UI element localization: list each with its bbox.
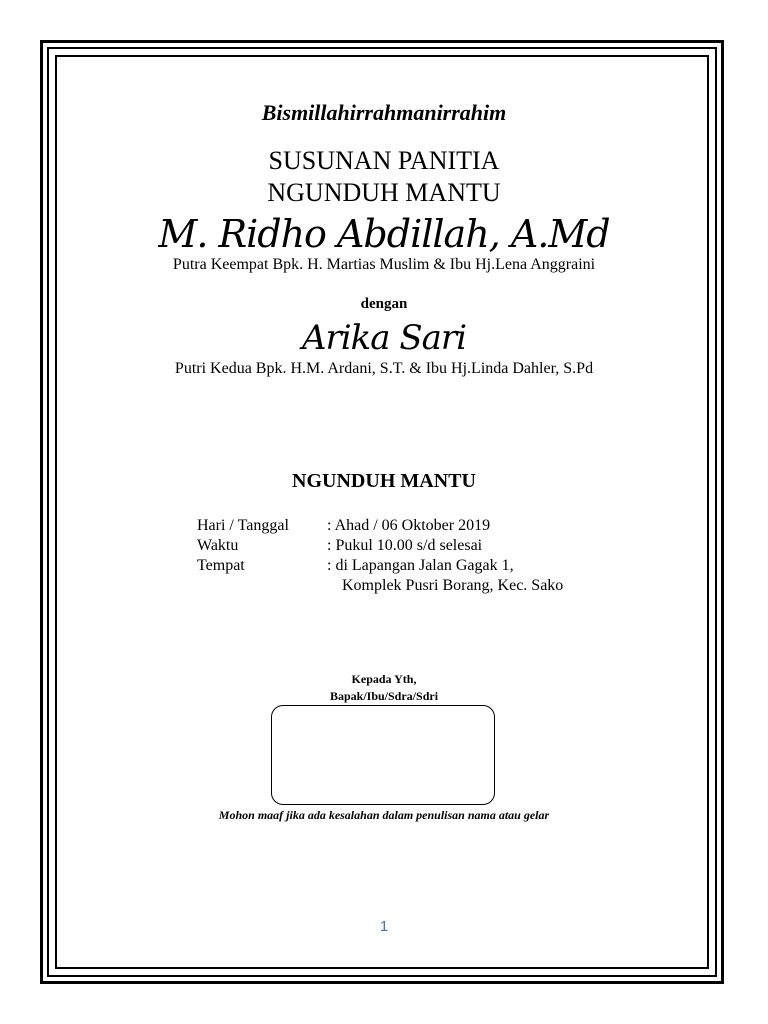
place-value: : di Lapangan Jalan Gagak 1, xyxy=(327,557,514,574)
detail-row-time xyxy=(197,536,563,556)
recipient-address-box xyxy=(271,705,495,805)
page-number: 1 xyxy=(379,918,389,935)
detail-row-date xyxy=(197,516,563,536)
event-details xyxy=(197,516,563,596)
place-value-line-2: Komplek Pusri Borang, Kec. Sako xyxy=(342,577,564,594)
detail-row-place xyxy=(197,556,563,576)
place-label-spacer xyxy=(197,576,327,596)
time-label: Waktu xyxy=(197,537,239,554)
recipient-kepada: Kepada Yth, xyxy=(351,672,417,686)
bismillah-heading: Bismillahirrahmanirrahim xyxy=(261,100,507,125)
date-value: : Ahad / 06 Oktober 2019 xyxy=(327,517,491,534)
connector-text: dengan xyxy=(360,296,408,312)
groom-parents: Putra Keempat Bpk. H. Martias Muslim & Ibu Hj.Lena Anggraini xyxy=(172,256,596,273)
title-line-1: SUSUNAN PANITIA xyxy=(268,146,500,175)
groom-name: M. Ridho Abdillah, A.Md xyxy=(158,212,610,256)
time-value: : Pukul 10.00 s/d selesai xyxy=(327,537,483,554)
apology-note: Mohon maaf jika ada kesalahan dalam penulisan nama atau gelar xyxy=(218,808,550,822)
place-label: Tempat xyxy=(197,557,245,574)
detail-row-place-continued xyxy=(197,576,563,596)
bride-parents: Putri Kedua Bpk. H.M. Ardani, S.T. & Ibu Hj.Linda Dahler, S.Pd xyxy=(174,360,594,377)
title-line-2: NGUNDUH MANTU xyxy=(267,178,501,207)
date-label: Hari / Tanggal xyxy=(197,517,289,534)
recipient-salutation: Bapak/Ibu/Sdra/Sdri xyxy=(329,689,439,703)
event-title: NGUNDUH MANTU xyxy=(292,470,476,492)
bride-name: Arika Sari xyxy=(301,318,467,358)
